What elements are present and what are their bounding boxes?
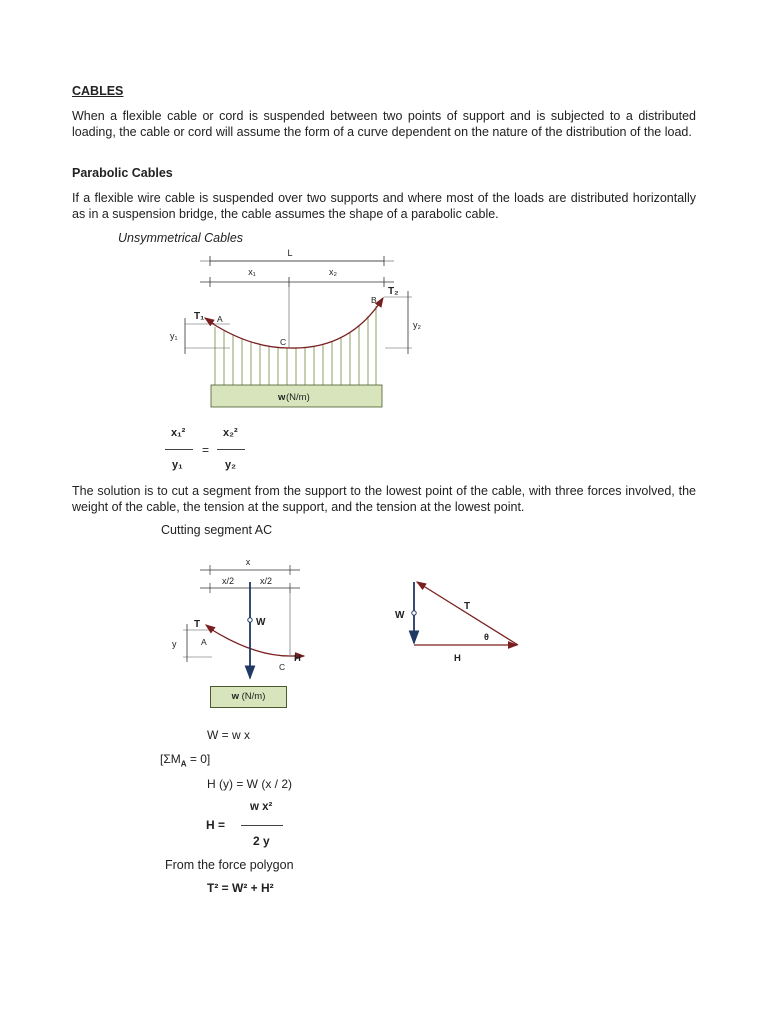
ratio-den-2: y₂ [225, 459, 237, 471]
page-title: CABLES [72, 84, 124, 98]
label-x-half-2: x/2 [259, 576, 273, 586]
moment-equation [160, 752, 210, 768]
unsymmetrical-cable-figure [160, 245, 420, 415]
tension-equation: T² = W² + H² [207, 881, 274, 895]
label-A: A [217, 314, 223, 324]
force-polygon [390, 570, 530, 670]
polygon-theta: θ [484, 632, 489, 642]
polygon-H: H [454, 653, 461, 664]
ratio-den-1: y₁ [172, 459, 183, 471]
label-y: y [172, 639, 177, 649]
load-unit-label: (N/m) [286, 392, 310, 403]
ratio-num-1: x₁² [171, 427, 186, 439]
force-polygon-text: From the force polygon [165, 858, 294, 872]
label-B: B [371, 295, 377, 305]
load-w-label: w [278, 392, 286, 403]
section-paragraph: If a flexible wire cable is suspended over two supports and where most of the loads are distributed horizontally as in a suspension bridge, the cable assumes the shape of a parabolic cable. [72, 191, 696, 221]
subsection-heading: Unsymmetrical Cables [118, 231, 244, 245]
segment-load-box [210, 686, 287, 708]
h-denominator: 2 y [253, 834, 270, 848]
moment-suffix: = 0] [186, 752, 211, 766]
ratio-line-2 [217, 449, 245, 450]
label-T2: T₂ [388, 286, 399, 297]
ratio-equals: = [202, 443, 210, 457]
label-y1: y₁ [170, 331, 178, 341]
moment-prefix: [ΣM [160, 752, 181, 766]
ratio-line-1 [165, 449, 193, 450]
h-fraction-line [241, 825, 283, 826]
h-numerator: w x² [250, 801, 273, 813]
segment-load-w: w [231, 691, 239, 702]
h-lhs: H = [206, 818, 226, 832]
moment-subscript: A [180, 759, 187, 769]
label-W: W [256, 617, 266, 628]
label-y2: y₂ [413, 320, 421, 330]
label-T: T [194, 619, 201, 630]
solution-paragraph: The solution is to cut a segment from the support to the lowest point of the cable, with three forces involved, the weight of the cable, the tension at the support, and the tension at the lowest point. [72, 484, 696, 514]
section-heading: Parabolic Cables [72, 166, 173, 180]
ratio-num-2: x₂² [223, 427, 238, 439]
label-x2: x₂ [329, 267, 337, 277]
moment-expanded-equation: H (y) = W (x / 2) [207, 777, 292, 791]
cut-segment-label: Cutting segment AC [161, 523, 273, 537]
segment-load-unit: (N/m) [239, 691, 266, 702]
label-x-half-1: x/2 [221, 576, 235, 586]
label-x1: x₁ [248, 267, 256, 277]
label-x: x [245, 557, 251, 567]
label-T1: T₁ [194, 311, 205, 322]
label-H: H [294, 653, 301, 664]
label-L: L [287, 248, 293, 258]
weight-equation: W = w x [207, 728, 251, 742]
intro-paragraph: When a flexible cable or cord is suspended between two points of support and is subjected to a distributed loading, the cable or cord will assume the form of a curve dependent on the nature of the distribution of the load. [72, 109, 696, 139]
label-C: C [280, 337, 287, 347]
label-C2: C [279, 662, 286, 672]
polygon-T: T [464, 601, 471, 612]
label-A2: A [201, 637, 207, 647]
polygon-W: W [395, 610, 405, 621]
